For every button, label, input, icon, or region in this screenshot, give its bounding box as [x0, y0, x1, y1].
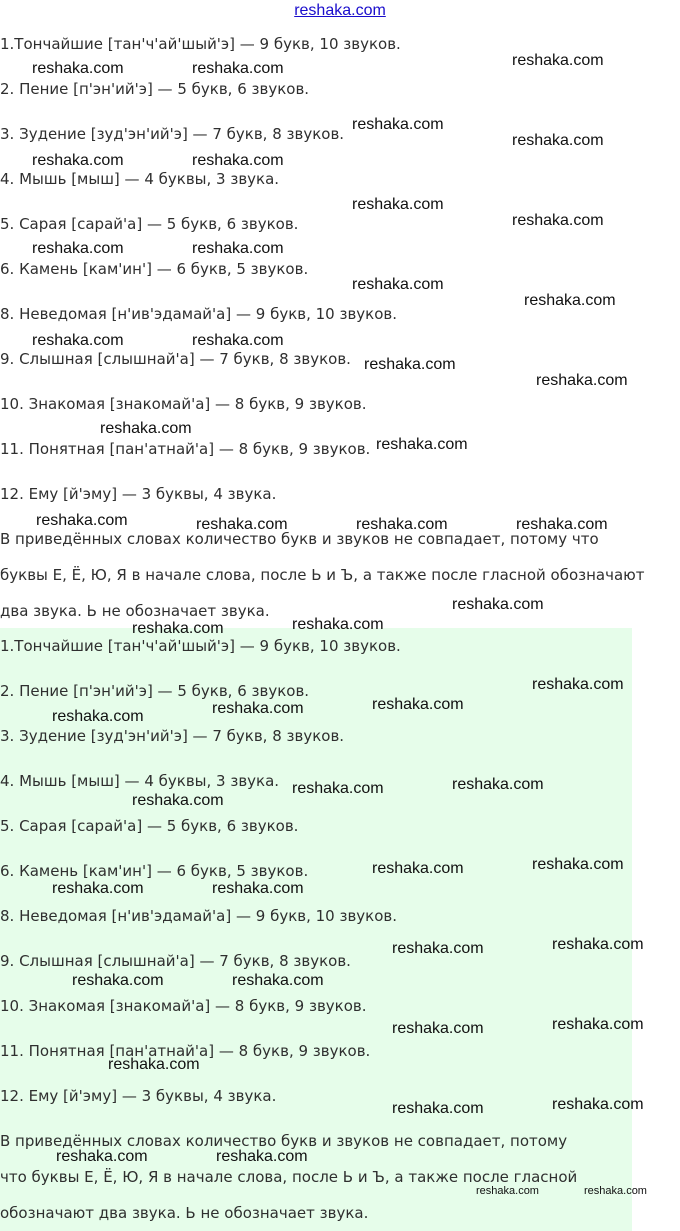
watermark: reshaka.com [196, 516, 288, 533]
block1-explanation-1: В приведённых словах количество букв и звуков не совпадает, потому что [0, 530, 599, 548]
watermark: reshaka.com [452, 776, 544, 793]
watermark: reshaka.com [212, 700, 304, 717]
block2-line-9: 9. Слышная [слышнай'а] — 7 букв, 8 звуков. [0, 952, 351, 970]
watermark: reshaka.com [372, 860, 464, 877]
block2-explanation-2: что буквы Е, Ё, Ю, Я в начале слова, после Ь и Ъ, а также после гласной [0, 1168, 578, 1186]
watermark: reshaka.com [392, 940, 484, 957]
watermark: reshaka.com [32, 240, 124, 257]
site-link[interactable]: reshaka.com [294, 2, 386, 19]
watermark: reshaka.com [584, 1185, 647, 1197]
watermark: reshaka.com [132, 792, 224, 809]
watermark: reshaka.com [532, 676, 624, 693]
watermark: reshaka.com [52, 708, 144, 725]
block1-line-4: 4. Мышь [мыш] — 4 буквы, 3 звука. [0, 170, 280, 188]
block2-line-2: 2. Пение [п'эн'ий'э] — 5 букв, 6 звуков. [0, 682, 310, 700]
block2-explanation-3: обозначают два звука. Ь не обозначает звука. [0, 1204, 369, 1222]
block1-explanation-3: два звука. Ь не обозначает звука. [0, 602, 270, 620]
watermark: reshaka.com [552, 1016, 644, 1033]
watermark: reshaka.com [132, 620, 224, 637]
watermark: reshaka.com [72, 972, 164, 989]
watermark: reshaka.com [356, 516, 448, 533]
block1-line-6: 6. Камень [кам'ин'] — 6 букв, 5 звуков. [0, 260, 309, 278]
watermark: reshaka.com [292, 780, 384, 797]
watermark: reshaka.com [192, 60, 284, 77]
watermark: reshaka.com [552, 1096, 644, 1113]
watermark: reshaka.com [292, 616, 384, 633]
watermark: reshaka.com [232, 972, 324, 989]
watermark: reshaka.com [192, 152, 284, 169]
block2-line-6: 6. Камень [кам'ин'] — 6 букв, 5 звуков. [0, 862, 309, 880]
block1-line-8: 8. Неведомая [н'ив'эдамай'а] — 9 букв, 10 звуков. [0, 305, 398, 323]
watermark: reshaka.com [352, 116, 444, 133]
watermark: reshaka.com [536, 372, 628, 389]
watermark: reshaka.com [512, 52, 604, 69]
watermark: reshaka.com [516, 516, 608, 533]
watermark: reshaka.com [32, 152, 124, 169]
watermark: reshaka.com [100, 420, 192, 437]
watermark: reshaka.com [552, 936, 644, 953]
block2-line-8: 8. Неведомая [н'ив'эдамай'а] — 9 букв, 10 звуков. [0, 907, 398, 925]
watermark: reshaka.com [452, 596, 544, 613]
block1-explanation-2: буквы Е, Ё, Ю, Я в начале слова, после Ь и Ъ, а также после гласной обозначают [0, 566, 645, 584]
block1-line-1: 1.Тончайшие [тан'ч'ай'шый'э] — 9 букв, 10 звуков. [0, 35, 401, 53]
watermark: reshaka.com [512, 212, 604, 229]
watermark: reshaka.com [352, 196, 444, 213]
watermark: reshaka.com [392, 1020, 484, 1037]
watermark: reshaka.com [524, 292, 616, 309]
block2-line-10: 10. Знакомая [знакомай'а] — 8 букв, 9 звуков. [0, 997, 367, 1015]
block2-line-1: 1.Тончайшие [тан'ч'ай'шый'э] — 9 букв, 10 звуков. [0, 637, 401, 655]
watermark: reshaka.com [376, 436, 468, 453]
block2-line-11: 11. Понятная [пан'атнай'а] — 8 букв, 9 звуков. [0, 1042, 371, 1060]
block1-line-2: 2. Пение [п'эн'ий'э] — 5 букв, 6 звуков. [0, 80, 310, 98]
watermark: reshaka.com [32, 332, 124, 349]
watermark: reshaka.com [512, 132, 604, 149]
watermark: reshaka.com [532, 856, 624, 873]
watermark: reshaka.com [192, 332, 284, 349]
watermark: reshaka.com [392, 1100, 484, 1117]
watermark: reshaka.com [108, 1056, 200, 1073]
watermark: reshaka.com [476, 1185, 539, 1197]
watermark: reshaka.com [216, 1148, 308, 1165]
watermark: reshaka.com [212, 880, 304, 897]
block1-line-12: 12. Ему [й'эму] — 3 буквы, 4 звука. [0, 485, 277, 503]
block2-line-4: 4. Мышь [мыш] — 4 буквы, 3 звука. [0, 772, 280, 790]
block1-line-9: 9. Слышная [слышнай'а] — 7 букв, 8 звуков. [0, 350, 351, 368]
block1-line-3: 3. Зудение [зуд'эн'ий'э] — 7 букв, 8 звуков. [0, 125, 345, 143]
watermark: reshaka.com [372, 696, 464, 713]
block1-line-10: 10. Знакомая [знакомай'а] — 8 букв, 9 звуков. [0, 395, 367, 413]
watermark: reshaka.com [36, 512, 128, 529]
watermark: reshaka.com [52, 880, 144, 897]
watermark: reshaka.com [56, 1148, 148, 1165]
block2-explanation-1: В приведённых словах количество букв и звуков не совпадает, потому [0, 1132, 568, 1150]
watermark: reshaka.com [352, 276, 444, 293]
block1-line-11: 11. Понятная [пан'атнай'а] — 8 букв, 9 звуков. [0, 440, 371, 458]
block2-line-5: 5. Сарая [сарай'а] — 5 букв, 6 звуков. [0, 817, 299, 835]
block1-line-5: 5. Сарая [сарай'а] — 5 букв, 6 звуков. [0, 215, 299, 233]
watermark: reshaka.com [364, 356, 456, 373]
block2-line-3: 3. Зудение [зуд'эн'ий'э] — 7 букв, 8 звуков. [0, 727, 345, 745]
block2-line-12: 12. Ему [й'эму] — 3 буквы, 4 звука. [0, 1087, 277, 1105]
watermark: reshaka.com [192, 240, 284, 257]
watermark: reshaka.com [32, 60, 124, 77]
